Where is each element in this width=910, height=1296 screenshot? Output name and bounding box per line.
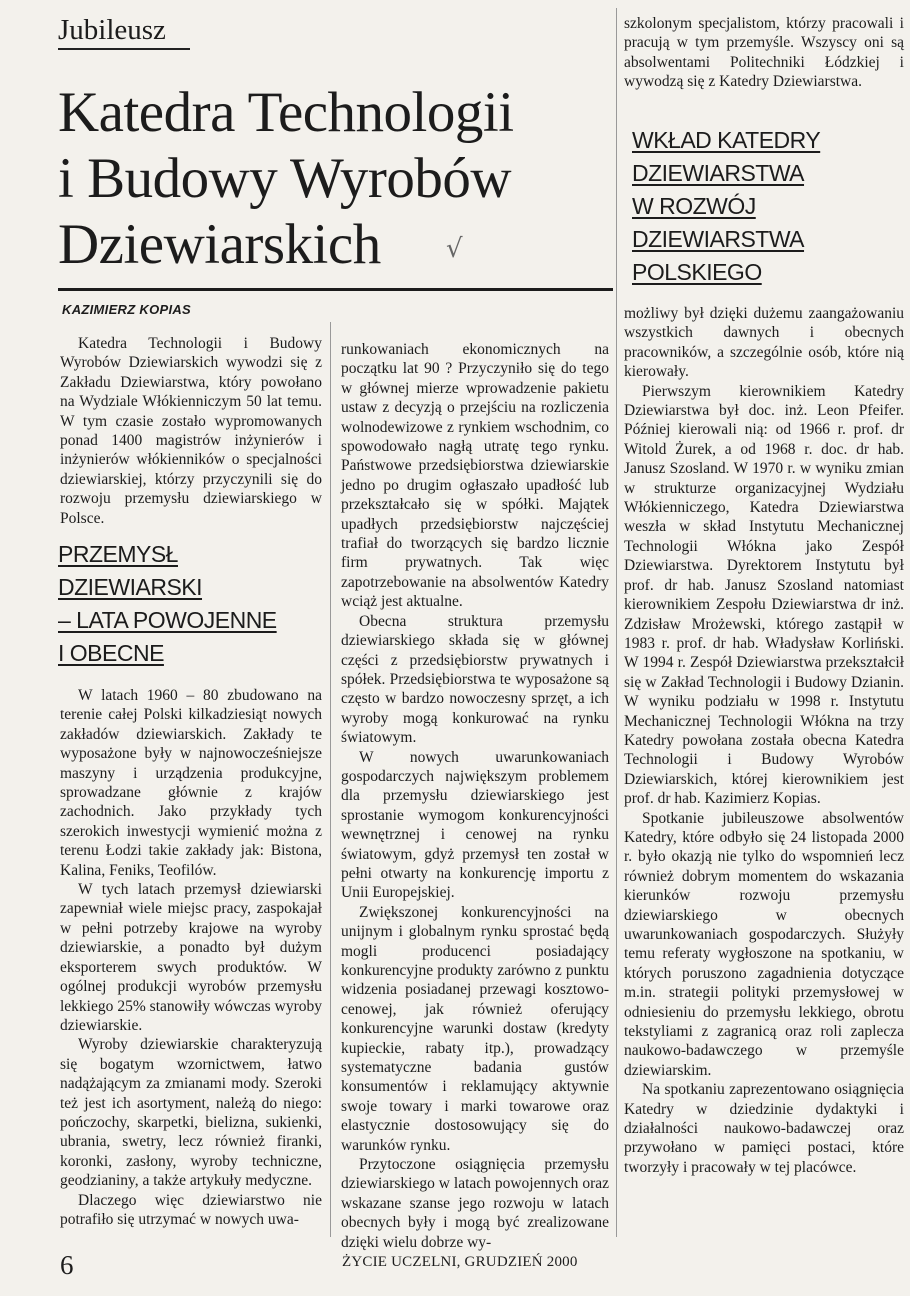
title-divider [58,288,613,291]
page-number: 6 [60,1250,74,1280]
subheading-line: DZIEWIARSTWA [632,160,805,186]
subheading-line: POLSKIEGO [632,259,762,285]
column-1-intro [60,334,322,528]
subheading-line: DZIEWIARSTWA [632,226,805,252]
title-line: Dziewiarskich [58,213,381,276]
paragraph: Katedra Technologii i Budowy Wyrobów Dziewiarskich wywodzi się z Zakładu Dziewiarstwa, który powołano na Wydziale Włókienniczym 50 lat temu. W tym czasie zostało wypromowanych ponad 1400 magistrów inżynierów i inżynierów włókienników o specjalności dziewiarskiej, którzy przyczynili się do rozwoju przemysłu dziewiarskiego w Polsce. [60,335,322,527]
publication-footer: ŻYCIE UCZELNI, GRUDZIEŃ 2000 [342,1254,578,1270]
subheading-line: PRZEMYSŁ [58,541,178,567]
paragraph: W latach 1960 – 80 zbudowano na terenie całej Polski kilkadziesiąt nowych zakładów dziewiarskich. Zakłady te wyposażone były w najnowocześniejsze maszyny i urządzenia produkcyjne, sprowadzane głównie z krajów zachodnich. Jako przykłady tych szerokich inwestycji wymienić można z terenu Łodzi takie zakłady jak: Bistona, Kalina, Feniks, Teofilów. [60,687,322,879]
paragraph: Przytoczone osiągnięcia przemysłu dziewiarskiego w latach powojennych oraz wskazane szanse jego rozwoju w latach obecnych były i mogą być zrealizowane dzięki wielu dobrze wy- [341,1156,609,1251]
paragraph: Zwiększonej konkurencyjności na unijnym i globalnym rynku sprostać będą mogli producenci posiadający konkurencyjne produkty zarówno z punktu widzenia posiadanej przewagi kosztowo-cenowej, jak również oferujący konkurencyjne warunki dostaw (kredyty kupieckie, rabaty itp.), prowadzący systematyczne badania gustów konsumentów i reklamujący aktywnie swoje towary i marki towarowe oraz elastycznie dostosowujący się do warunków rynku. [341,903,609,1154]
section-label: Jubileusz [58,12,190,50]
handwritten-check-mark: √ [446,234,463,264]
paragraph: szkolonym specjalistom, którzy pracowali i pracują w tym przemyśle. Wszyscy oni są absolwentami Politechniki Łódzkiej i wywodzą się z Katedry Dziewiarstwa. [624,15,904,91]
subheading-line: WKŁAD KATEDRY [632,127,821,153]
subheading-line: W ROZWÓJ [632,193,756,219]
subheading-industry [58,538,277,670]
paragraph: Dlaczego więc dziewiarstwo nie potrafiło się utrzymać w nowych uwa- [60,1191,322,1228]
author-byline: KAZIMIERZ KOPIAS [62,302,192,317]
subheading-line: DZIEWIARSKI [58,574,203,600]
paragraph: W tych latach przemysł dziewiarski zapewniał wiele miejsc pracy, zaspokajał w pełni potrzeby krajowe na wyroby dziewiarskie, a ponadto był dużym eksporterem swych produktów. W ogólnej produkcji wyrobów przemysłu lekkiego 25% stanowiły wówczas wyroby dziewiarskie. [60,881,322,1034]
paragraph: Spotkanie jubileuszowe absolwentów Katedry, które odbyło się 24 listopada 2000 r. było okazją nie tylko do wspomnień lecz również dobrym momentem do wskazania kierunków rozwoju przemysłu dziewiarskiego w obecnych uwarunkowaniach gospodarczych. Służyły temu referaty wygłoszone na spotkaniu, w których poruszono zagadnienia dotyczące m.in. strategii polityki przemysłowej w odniesieniu do przemysłu lekkiego, obrotu tekstyliami z zagranicą oraz roli zaplecza naukowo-badawczego w przemyśle dziewiarskim. [624,809,904,1079]
column-3-intro [624,14,904,92]
paragraph: możliwy był dzięki dużemu zaangażowaniu wszystkich dawnych i obecnych pracowników, a szczególnie osób, które nią kierowały. [624,305,904,381]
title-line: i Budowy Wyrobów [58,147,512,210]
paragraph: Na spotkaniu zaprezentowano osiągnięcia Katedry w dziedzinie dydaktyki i działalności naukowo-badawczej oraz przywołano w pamięci postaci, które tworzyły i pracowały w tej placówce. [624,1081,904,1176]
column-divider [330,322,331,1237]
paragraph: runkowaniach ekonomicznych na początku lat 90 ? Przyczyniło się do tego w głównej mierze wprowadzenie pakietu ustaw z decyzją o przejściu na rozliczenia wolnodewizowe z rynkiem wschodnim, co spowodowało nagłą utratę tego rynku. Państwowe przedsiębiorstwa dziewiarskie jedno po drugim ogłaszało upadłość lub przekształcało się w spółki. Majątek upadłych przedsiębiorstw najczęściej trafiał do tworzących się bardzo licznie firm prywatnych. Tak więc zapotrzebowanie na absolwentów Katedry wciąż jest aktualne. [341,341,609,611]
paragraph: Wyroby dziewiarskie charakteryzują się bogatym wzornictwem, łatwo nadążającym za zmianami mody. Szeroki też jest ich asortyment, należą do niego: pończochy, skarpetki, bielizna, sukienki, ubrania, swetry, lecz również firanki, koronki, zasłony, wyroby techniczne, geodzianiny, a także artykuły medyczne. [60,1036,322,1190]
paragraph: Pierwszym kierownikiem Katedry Dziewiarstwa był doc. inż. Leon Pfeifer. Później kierowali nią: od 1966 r. prof. dr Witold Żurek, a od 1968 r. doc. dr hab. Janusz Szosland. W 1970 r. w wyniku zmian w strukturze organizacyjnej Wydziału Włókienniczego, Katedra Dziewiarstwa weszła w skład Instytutu Mechanicznej Technologii Włókna jako Zespół Dziewiarstwa. Dyrektorem Instytutu był prof. dr hab. Janusz Szosland natomiast kierownikiem Zespołu Dziewiarstwa dr inż. Zdzisław Mrożewski, którego zastąpił w 1983 r. prof. dr hab. Władysław Korliński. W 1994 r. Zespół Dziewiarstwa przekształcił się w Zakład Technologii i Budowy Dzianin. W wyniku podziału w 1998 r. Instytutu Mechanicznej Technologii Włókna na trzy Katedry powołana została obecna Katedra Technologii i Budowy Wyrobów Dziewiarskich, której kierownikiem jest prof. dr hab. Kazimierz Kopias. [624,382,904,808]
column-2-body [341,340,609,1252]
column-3-body [624,304,904,1177]
subheading-line: – LATA POWOJENNE [58,607,277,633]
subheading-line: I OBECNE [58,640,164,666]
title-line: Katedra Technologii [58,81,514,144]
paragraph: W nowych uwarunkowaniach gospodarczych największym problemem dla przemysłu dziewiarskiego jest sprostanie wymogom konkurencyjności wewnętrznej i cenowej na rynku światowym, gdyż przemysł ten został w pełni otwarty na konkurencję importu z Unii Europejskiej. [341,748,609,902]
subheading-contribution [632,124,820,289]
column-1-body [60,686,322,1229]
paragraph: Obecna struktura przemysłu dziewiarskiego składa się w głównej części z przedsiębiorstw prywatnych i spółek. Przedsiębiorstwa te wyposażone są często w bardzo nowoczesny sprzęt, a ich wyroby mogą konkurować na rynku światowym. [341,612,609,747]
article-title [58,80,618,278]
column-divider [616,8,617,1237]
